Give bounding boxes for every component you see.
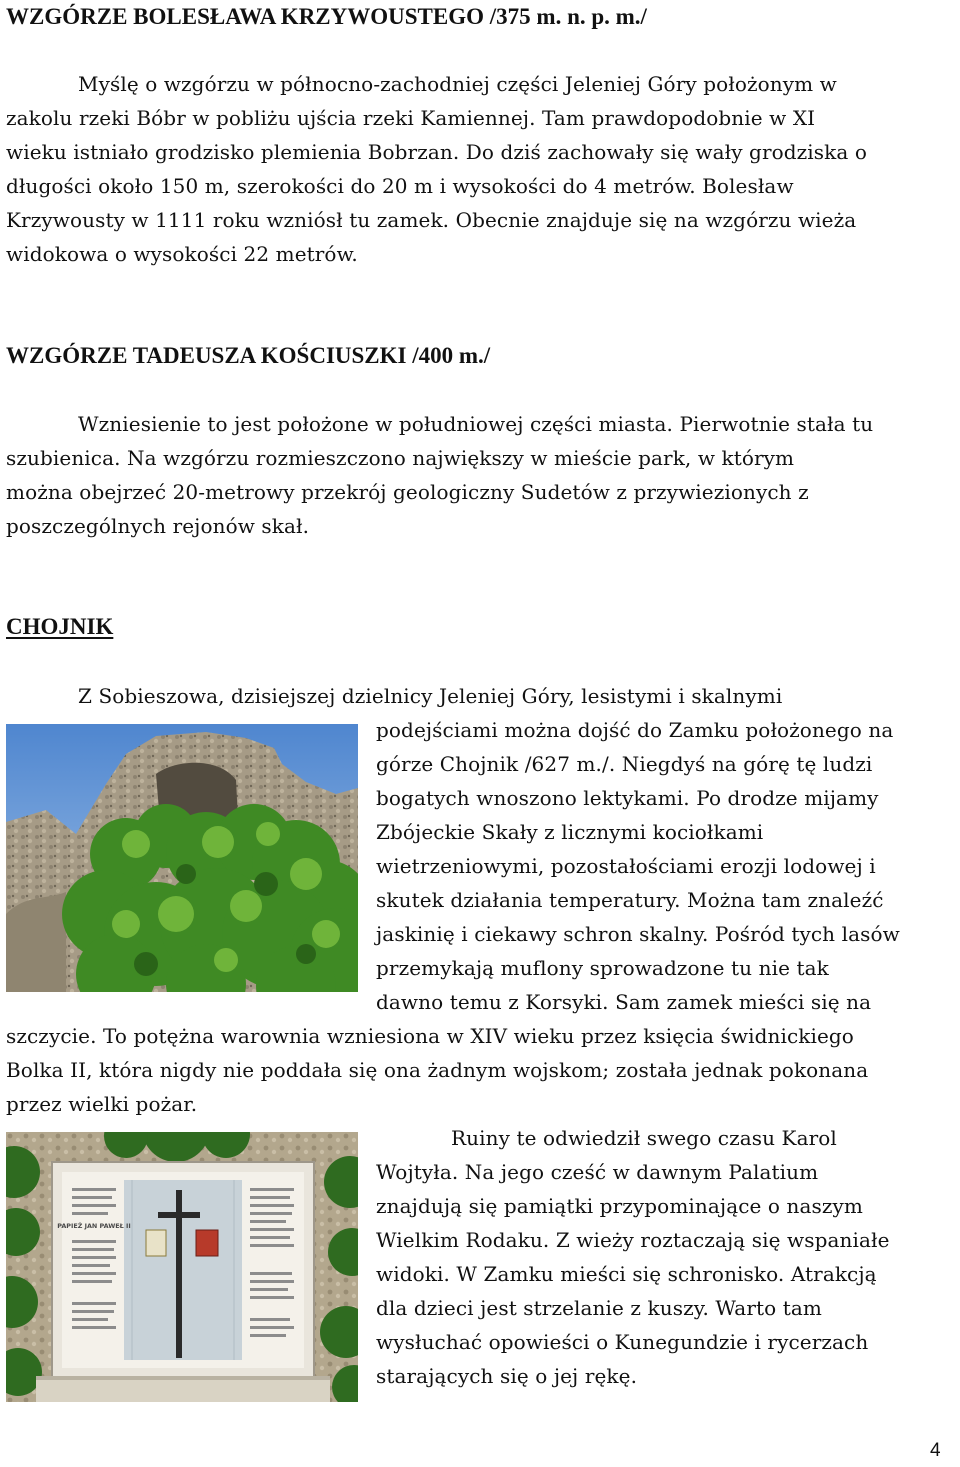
text-line: dawno temu z Korsyki. Sam zamek mieści się na	[376, 990, 872, 1014]
text-line: przez wielki pożar.	[6, 1092, 198, 1116]
text-line: wieku istniało grodzisko plemienia Bobrzan. Do dziś zachowały się wały grodziska o	[6, 140, 868, 164]
text-line: długości około 150 m, szerokości do 20 m i wysokości do 4 metrów. Bolesław	[6, 174, 794, 198]
text-line: Myślę o wzgórzu w północno-zachodniej części Jeleniej Góry położonym w	[78, 72, 837, 96]
text-line: przemykają muflony sprowadzone tu nie tak	[376, 956, 829, 980]
text-line: wysłuchać opowieści o Kunegundzie i rycerzach	[376, 1330, 869, 1354]
text-line: widokowa o wysokości 22 metrów.	[6, 242, 358, 266]
section-heading-boleslaw: WZGÓRZE BOLESŁAWA KRZYWOUSTEGO /375 m. n. p. m./	[6, 4, 647, 29]
text-line: Zbójeckie Skały z licznymi kociołkami	[376, 820, 764, 844]
text-line: Bolka II, która nigdy nie poddała się ona żadnym wojskom; została jednak pokonana	[6, 1058, 869, 1082]
paragraph-chojnik-wrap	[376, 713, 958, 1019]
text-line: szczycie. To potężna warownia wzniesiona w XIV wieku przez księcia świdnickiego	[6, 1024, 854, 1048]
section-heading-kosciuszko: WZGÓRZE TADEUSZA KOŚCIUSZKI /400 m./	[6, 343, 491, 368]
text-line: podejściami można dojść do Zamku położonego na	[376, 718, 894, 742]
text-line: Krzywousty w 1111 roku wzniósł tu zamek. Obecnie znajduje się na wzgórzu wieża	[6, 208, 857, 232]
text-line: Wielkim Rodaku. Z wieży roztaczają się wspaniałe	[376, 1228, 890, 1252]
text-line: można obejrzeć 20-metrowy przekrój geologiczny Sudetów z przywiezionych z	[6, 480, 809, 504]
paragraph-chojnik-full	[6, 1019, 958, 1121]
text-line: Wojtyła. Na jego cześć w dawnym Palatium	[376, 1160, 819, 1184]
section-heading-chojnik: CHOJNIK	[6, 614, 114, 639]
paragraph-boleslaw	[6, 67, 958, 271]
text-line: zakolu rzeki Bóbr w pobliżu ujścia rzeki Kamiennej. Tam prawdopodobnie w XI	[6, 106, 816, 130]
paragraph-chojnik-intro	[6, 679, 958, 713]
text-line: wietrzeniowymi, pozostałościami erozji lodowej i	[376, 854, 876, 878]
memorial-plaque-photo	[6, 1132, 358, 1402]
text-line: bogatych wnoszono lektykami. Po drodze mijamy	[376, 786, 879, 810]
text-line: Z Sobieszowa, dzisiejszej dzielnicy Jeleniej Góry, lesistymi i skalnymi	[78, 684, 783, 708]
text-line: widoki. W Zamku mieści się schronisko. Atrakcją	[376, 1262, 877, 1286]
text-line: Ruiny te odwiedził swego czasu Karol	[451, 1126, 837, 1150]
castle-ruin-photo	[6, 724, 358, 992]
text-line: znajdują się pamiątki przypominające o naszym	[376, 1194, 863, 1218]
paragraph-kosciuszko	[6, 407, 958, 543]
text-line: szubienica. Na wzgórzu rozmieszczono największy w mieście park, w którym	[6, 446, 795, 470]
text-line: poszczególnych rejonów skał.	[6, 514, 310, 538]
text-line: starających się o jej rękę.	[376, 1364, 638, 1388]
text-line: górze Chojnik /627 m./. Niegdyś na górę tę ludzi	[376, 752, 873, 776]
text-line: skutek działania temperatury. Można tam znaleźć	[376, 888, 884, 912]
paragraph-wojtyla	[376, 1121, 958, 1393]
text-line: dla dzieci jest strzelanie z kuszy. Warto tam	[376, 1296, 822, 1320]
text-line: Wzniesienie to jest położone w południowej części miasta. Pierwotnie stała tu	[78, 412, 874, 436]
page-number: 4	[930, 1440, 941, 1461]
plaque-title: PAPIEŻ JAN PAWEŁ II	[57, 1222, 131, 1230]
text-line: jaskinię i ciekawy schron skalny. Pośród tych lasów	[376, 922, 900, 946]
